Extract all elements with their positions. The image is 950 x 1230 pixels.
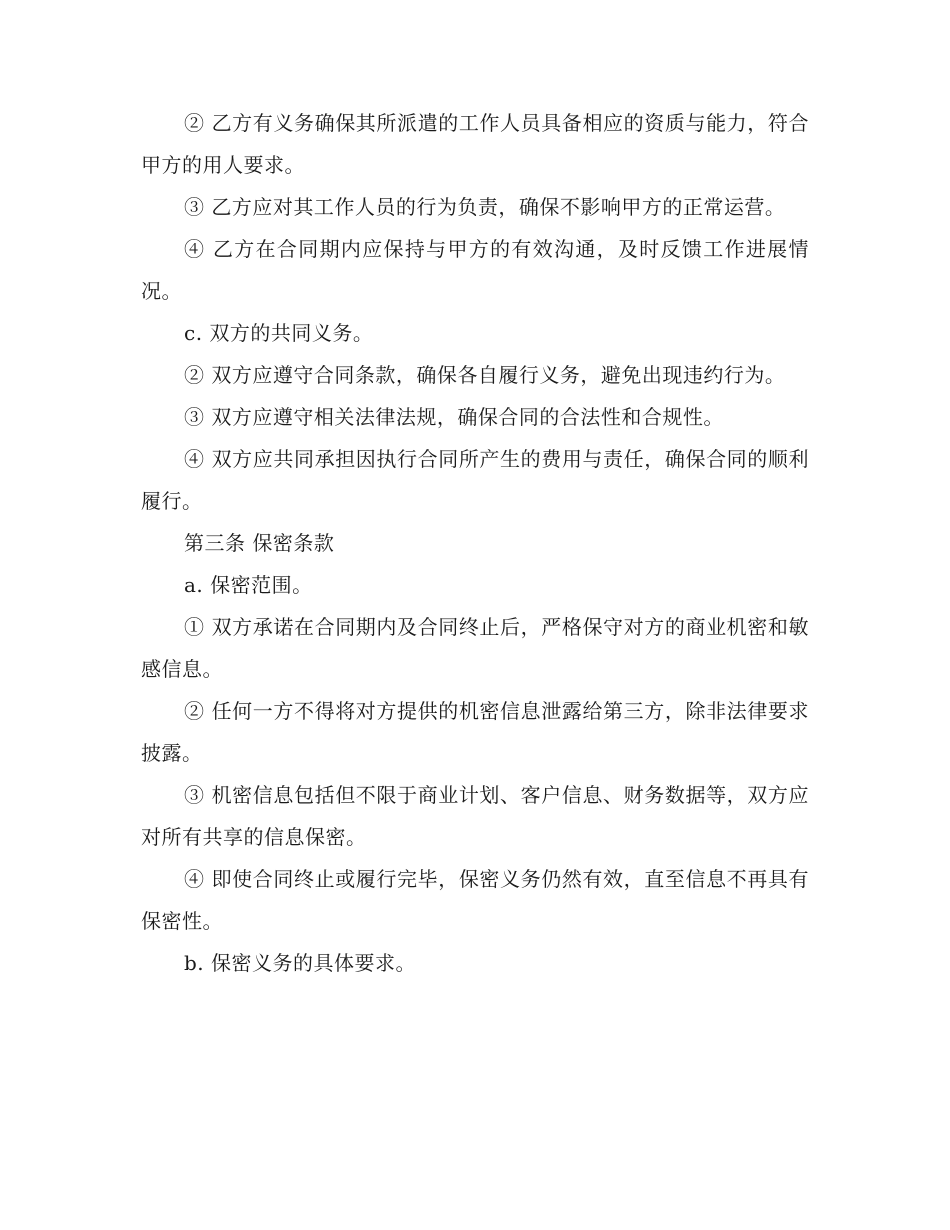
section-heading-confidentiality-requirements: b. 保密义务的具体要求。	[184, 951, 417, 975]
paragraph-party-b-staff-conduct: ③ 乙方应对其工作人员的行为负责，确保不影响甲方的正常运营。	[184, 195, 786, 219]
paragraph-confidentiality-survival: ④ 即使合同终止或履行完毕，保密义务仍然有效，直至信息不再具有保密性。	[141, 867, 809, 933]
paragraph-no-disclosure: ② 任何一方不得将对方提供的机密信息泄露给第三方，除非法律要求披露。	[141, 699, 809, 765]
article-heading-confidentiality: 第三条 保密条款	[184, 531, 335, 555]
paragraph-joint-comply-terms: ② 双方应遵守合同条款，确保各自履行义务，避免出现违约行为。	[184, 363, 786, 387]
paragraph-party-b-communication: ④ 乙方在合同期内应保持与甲方的有效沟通，及时反馈工作进展情况。	[141, 237, 809, 303]
paragraph-joint-costs: ④ 双方应共同承担因执行合同所产生的费用与责任，确保合同的顺利履行。	[141, 447, 809, 513]
paragraph-party-b-staff-qualification: ② 乙方有义务确保其所派遣的工作人员具备相应的资质与能力，符合甲方的用人要求。	[141, 111, 809, 177]
section-heading-joint-obligations: c. 双方的共同义务。	[184, 321, 374, 345]
paragraph-confidential-info-definition: ③ 机密信息包括但不限于商业计划、客户信息、财务数据等，双方应对所有共享的信息保密。	[141, 783, 809, 849]
section-heading-confidentiality-scope: a. 保密范围。	[184, 573, 313, 597]
paragraph-confidentiality-commitment: ① 双方承诺在合同期内及合同终止后，严格保守对方的商业机密和敏感信息。	[141, 615, 809, 681]
paragraph-joint-comply-laws: ③ 双方应遵守相关法律法规，确保合同的合法性和合规性。	[184, 405, 724, 429]
document-body	[141, 102, 809, 984]
